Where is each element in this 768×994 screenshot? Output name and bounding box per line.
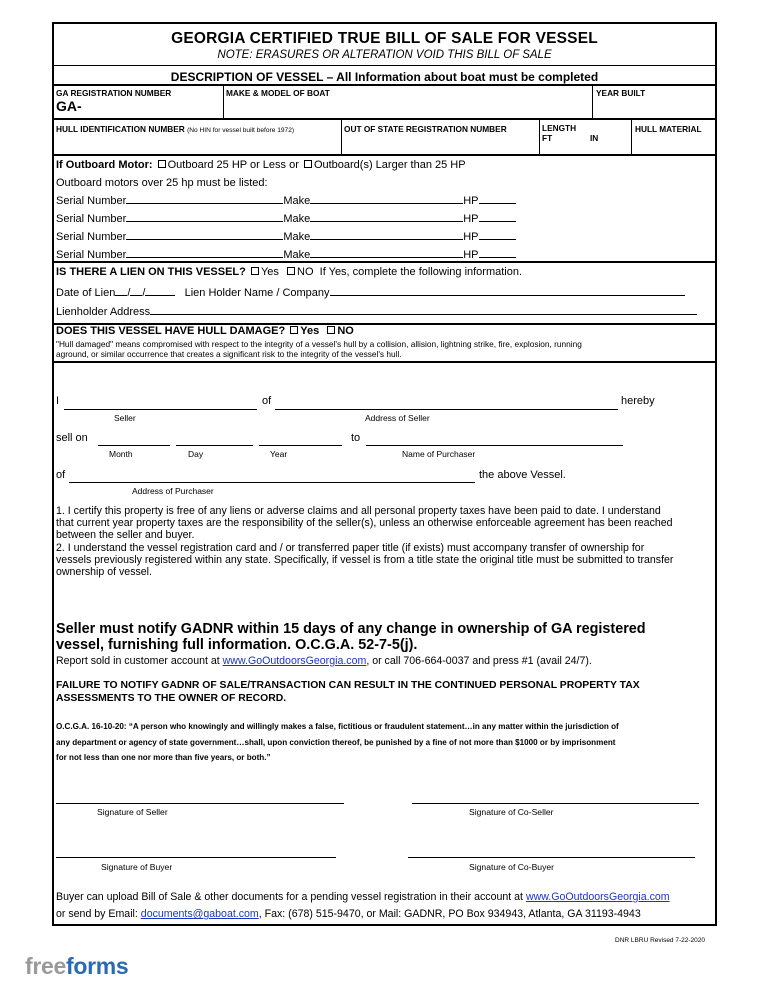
serial-label: Serial Number xyxy=(56,213,127,225)
hull-damage-no-label: NO xyxy=(337,325,354,337)
make-input[interactable] xyxy=(310,203,463,204)
lien-month-input[interactable] xyxy=(115,295,127,296)
make-input[interactable] xyxy=(310,239,463,240)
certification-2-line-3: ownership of vessel. xyxy=(56,566,152,579)
make-label: Make xyxy=(283,249,311,261)
lien-address-label: Lienholder Address xyxy=(56,306,151,318)
make-model-label: MAKE & MODEL OF BOAT xyxy=(226,88,330,98)
lien-instruction: If Yes, complete the following information. xyxy=(319,266,523,278)
serial-input[interactable] xyxy=(126,221,283,222)
purchaser-address-input[interactable] xyxy=(69,482,475,483)
notify-heading-line-1: Seller must notify GADNR within 15 days of any change in ownership of GA registered xyxy=(56,621,646,637)
outboard-25-or-less-checkbox[interactable] xyxy=(158,160,166,168)
year-built-label: YEAR BUILT xyxy=(596,88,646,98)
hp-label: HP xyxy=(463,195,479,207)
report-line xyxy=(56,655,592,667)
certification-1 xyxy=(56,505,715,542)
seller-caption: Seller xyxy=(114,413,136,423)
send-prefix: or send by Email: xyxy=(56,908,141,920)
hp-label: HP xyxy=(463,249,479,261)
serial-input[interactable] xyxy=(126,239,283,240)
purchaser-caption: Name of Purchaser xyxy=(402,449,476,459)
hp-input[interactable] xyxy=(479,239,516,240)
make-label: Make xyxy=(283,195,311,207)
lien-date-label: Date of Lien xyxy=(56,287,116,299)
outboard-larger-checkbox[interactable] xyxy=(304,160,312,168)
year-built-cell[interactable] xyxy=(593,86,715,118)
seller-signature-caption: Signature of Seller xyxy=(97,807,168,817)
outboard-question-line xyxy=(56,159,466,171)
lien-year-input[interactable] xyxy=(145,295,175,296)
above-vessel-label: the above Vessel. xyxy=(479,469,566,481)
hull-damage-definition-1: "Hull damaged" means compromised with respect to the integrity of a vessel's hull by a collision, allision, lightning strike, fire, explosion, running xyxy=(56,339,582,349)
make-label: Make xyxy=(283,213,311,225)
header-divider xyxy=(54,65,715,66)
to-label: to xyxy=(351,432,361,444)
freeforms-logo-free: free xyxy=(25,953,66,979)
address-purchaser-caption: Address of Purchaser xyxy=(132,486,214,496)
make-label: Make xyxy=(283,231,311,243)
ocga-statute xyxy=(56,719,716,766)
outboard-question: If Outboard Motor: xyxy=(56,159,153,171)
length-label: LENGTH xyxy=(542,123,577,133)
hp-label: HP xyxy=(463,213,479,225)
co-seller-signature-caption: Signature of Co-Seller xyxy=(469,807,554,817)
lien-date-line: Date of Lien / / Lien Holder Name / Company xyxy=(56,287,685,299)
notify-heading xyxy=(56,621,646,653)
length-in-label: IN xyxy=(590,133,599,143)
hp-label: HP xyxy=(463,231,479,243)
length-ft-label: FT xyxy=(542,133,553,143)
ga-registration-value: GA- xyxy=(56,98,82,114)
ga-registration-label: GA REGISTRATION NUMBER xyxy=(56,88,172,98)
lien-holder-label: Lien Holder Name / Company xyxy=(184,287,330,299)
hin-label-text: HULL IDENTIFICATION NUMBER xyxy=(56,124,185,134)
lien-day-input[interactable] xyxy=(130,295,142,296)
send-suffix: , Fax: (678) 515-9470, or Mail: GADNR, PO Box 934943, Atlanta, GA 31193-4943 xyxy=(258,908,641,920)
lien-section xyxy=(54,263,715,325)
hp-input[interactable] xyxy=(479,221,516,222)
report-prefix: Report sold in customer account at xyxy=(56,655,223,667)
month-caption: Month xyxy=(109,449,133,459)
sale-year-input[interactable] xyxy=(259,445,342,446)
hull-material-cell[interactable] xyxy=(632,120,715,154)
lien-yes-checkbox[interactable] xyxy=(251,267,259,275)
email-link[interactable]: documents@gaboat.com xyxy=(140,908,259,920)
revision-label: DNR LBRU Revised 7-22-2020 xyxy=(615,937,705,944)
co-seller-signature-line[interactable] xyxy=(412,803,699,804)
failure-line-2: ASSESSMENTS TO THE OWNER OF RECORD. xyxy=(56,692,287,704)
ocga-line-3: for not less than one nor more than five years, or both.” xyxy=(56,753,271,763)
hull-damage-question-line xyxy=(56,325,354,337)
ocga-line-1: O.C.G.A. 16-10-20: “A person who knowingly and willingly makes a false, fictitious or fraudulent statement…in any matter within the jurisdiction of xyxy=(56,722,619,731)
outboard-section xyxy=(54,156,715,263)
i-label: I xyxy=(56,395,60,407)
motor-row xyxy=(56,231,516,243)
sell-on-label: sell on xyxy=(56,432,88,444)
upload-line xyxy=(56,891,670,903)
report-suffix: , or call 706-664-0037 and press #1 (avail 24/7). xyxy=(366,655,592,667)
upload-link[interactable]: www.GoOutdoorsGeorgia.com xyxy=(525,891,670,903)
hull-damage-definition-2: aground, or similar occurrence that creates a significant risk to the integrity of the vessel's hull. xyxy=(56,349,402,359)
motor-row xyxy=(56,213,516,225)
ga-registration-cell[interactable] xyxy=(54,86,224,118)
purchaser-name-input[interactable] xyxy=(366,445,623,446)
hull-material-label: HULL MATERIAL xyxy=(635,124,702,134)
certification-2 xyxy=(56,542,715,579)
hereby-label: hereby xyxy=(621,395,655,407)
serial-input[interactable] xyxy=(126,203,283,204)
outboard-instruction: Outboard motors over 25 hp must be listed: xyxy=(56,177,268,189)
length-cell[interactable] xyxy=(540,120,632,154)
hin-cell[interactable] xyxy=(54,120,342,154)
outboard-option-2: Outboard(s) Larger than 25 HP xyxy=(313,159,466,171)
upload-prefix: Buyer can upload Bill of Sale & other documents for a pending vessel registration in their account at xyxy=(56,891,526,903)
failure-notice xyxy=(56,680,716,705)
certification-1-line-2: that current year property taxes are the responsibility of the seller(s), unless an otherwise enforceable agreement has been reached xyxy=(56,517,673,530)
hull-damage-section xyxy=(54,325,715,363)
freeforms-logo-forms: forms xyxy=(66,953,129,979)
address-seller-caption: Address of Seller xyxy=(365,413,430,423)
vessel-row-2 xyxy=(54,120,715,156)
hull-damage-question: DOES THIS VESSEL HAVE HULL DAMAGE? xyxy=(56,325,286,337)
report-link[interactable]: www.GoOutdoorsGeorgia.com xyxy=(222,655,367,667)
lien-no-label: NO xyxy=(297,266,314,278)
serial-input[interactable] xyxy=(126,257,283,258)
serial-label: Serial Number xyxy=(56,249,127,261)
seller-address-input[interactable] xyxy=(275,409,618,410)
seller-signature-line[interactable] xyxy=(56,803,344,804)
out-of-state-label: OUT OF STATE REGISTRATION NUMBER xyxy=(344,124,507,134)
make-model-cell[interactable] xyxy=(224,86,593,118)
lien-question: IS THERE A LIEN ON THIS VESSEL? xyxy=(56,266,246,278)
description-heading: DESCRIPTION OF VESSEL – All Information about boat must be completed xyxy=(170,70,599,84)
header-section xyxy=(54,24,715,86)
make-input[interactable] xyxy=(310,221,463,222)
of-label: of xyxy=(262,395,272,407)
certification-1-line-3: between the seller and buyer. xyxy=(56,529,195,542)
buyer-signature-caption: Signature of Buyer xyxy=(101,862,173,872)
bill-of-sale-form xyxy=(52,22,717,944)
lien-address-line xyxy=(56,306,697,318)
certification-1-line-1: 1. I certify this property is free of any liens or adverse claims and all personal property taxes have been paid to date. I understand xyxy=(56,505,661,517)
lien-holder-input[interactable] xyxy=(330,295,685,296)
freeforms-logo xyxy=(25,953,128,980)
hin-label xyxy=(56,124,294,134)
serial-label: Serial Number xyxy=(56,231,127,243)
form-title: GEORGIA CERTIFIED TRUE BILL OF SALE FOR VESSEL xyxy=(171,30,598,47)
certification-2-line-2: vessels previously registered within any state. Specifically, if vessel is from a title state the original title must be submitted to transfer xyxy=(56,554,674,567)
sale-month-input[interactable] xyxy=(98,445,170,446)
hin-note: (No HIN for vessel built before 1972) xyxy=(187,127,295,134)
seller-name-input[interactable] xyxy=(64,409,257,410)
hull-damage-yes-checkbox[interactable] xyxy=(290,326,298,334)
serial-label: Serial Number xyxy=(56,195,127,207)
motor-row xyxy=(56,249,516,261)
send-line xyxy=(56,908,641,920)
notify-heading-line-2: vessel, furnishing full information. O.C.G.A. 52-7-5(j). xyxy=(56,637,418,653)
hull-damage-no-checkbox[interactable] xyxy=(327,326,335,334)
make-input[interactable] xyxy=(310,257,463,258)
form-note: NOTE: ERASURES OR ALTERATION VOID THIS BILL OF SALE xyxy=(217,49,552,61)
co-buyer-signature-caption: Signature of Co-Buyer xyxy=(469,862,555,872)
failure-line-1: FAILURE TO NOTIFY GADNR OF SALE/TRANSACTION CAN RESULT IN THE CONTINUED PERSONAL PROPERTY TAX xyxy=(56,680,640,691)
co-buyer-signature-line[interactable] xyxy=(408,857,695,858)
certification-2-line-1: 2. I understand the vessel registration card and / or transferred paper title (if exists) must accompany transfer of ownership for xyxy=(56,542,645,554)
lien-address-input[interactable] xyxy=(150,314,697,315)
lien-no-checkbox[interactable] xyxy=(287,267,295,275)
year-caption: Year xyxy=(270,449,288,459)
hp-input[interactable] xyxy=(479,257,516,258)
motor-row xyxy=(56,195,516,207)
day-caption: Day xyxy=(188,449,204,459)
outboard-option-1: Outboard 25 HP or Less or xyxy=(167,159,299,171)
sale-day-input[interactable] xyxy=(176,445,253,446)
hull-damage-yes-label: Yes xyxy=(300,325,320,337)
vessel-row-1 xyxy=(54,86,715,120)
buyer-signature-line[interactable] xyxy=(56,857,336,858)
out-of-state-cell[interactable] xyxy=(342,120,540,154)
lien-question-line xyxy=(56,266,522,278)
hp-input[interactable] xyxy=(479,203,516,204)
of-purchaser-label: of xyxy=(56,469,66,481)
lien-yes-label: Yes xyxy=(260,266,279,278)
sale-section xyxy=(54,363,715,944)
ocga-line-2: any department or agency of state government…shall, upon conviction thereof, be punished by a fine of not more than $1000 or by imprisonment xyxy=(56,737,616,747)
